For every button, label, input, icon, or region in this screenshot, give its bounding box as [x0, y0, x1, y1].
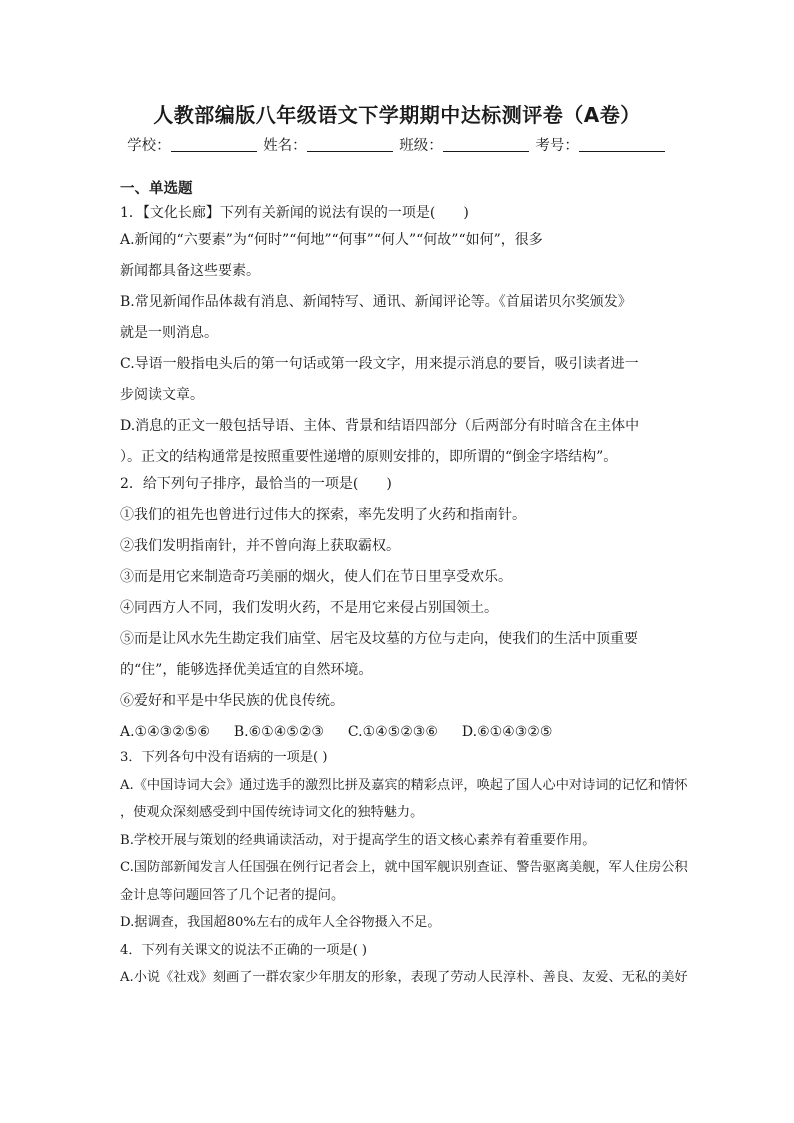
option-c-line2: 步阅读文章。 [120, 387, 204, 403]
class-blank[interactable] [443, 135, 529, 152]
class-label: 班级： [399, 138, 443, 154]
sentence-5-line2: 的“住”，能够选择优美适宜的自然环境。 [120, 662, 373, 678]
question-stem: 1．【文化长廊】下列有关新闻的说法有误的一项是( ) [120, 205, 469, 221]
sentence-2: ②我们发明指南针，并不曾向海上获取霸权。 [120, 538, 400, 554]
option-c-line2: 金计息等问题回答了几个记者的提问。 [120, 887, 345, 903]
option-d: D.⑥①④③②⑤ [461, 724, 553, 740]
name-label: 姓名： [263, 138, 307, 154]
exam-title: 人教部编版八年级语文下学期期中达标测评卷（A卷） [153, 103, 641, 127]
section-heading: 一、单选题 [120, 181, 193, 197]
option-a-line1: A.小说《社戏》刻画了一群农家少年朋友的形象，表现了劳动人民淳朴、善良、友爱、无私的美好 [120, 970, 688, 985]
option-a-line1: A.《中国诗词大会》通过选手的激烈比拼及嘉宾的精彩点评，唤起了国人心中对诗词的记忆和情怀 [120, 777, 688, 793]
sentence-6: ⑥爱好和平是中华民族的优良传统。 [120, 693, 344, 709]
option-b-line1: B.学校开展与策划的经典诵读活动，对于提高学生的语文核心素养有着重要作用。 [120, 832, 596, 848]
school-blank[interactable] [171, 135, 257, 152]
option-a: A.①④③②⑤⑥ [120, 724, 210, 740]
option-b-line2: 就是一则消息。 [120, 325, 218, 341]
option-b-line1: B.常见新闻作品体裁有消息、新闻特写、通讯、新闻评论等。《首届诺贝尔奖颁发》 [120, 294, 632, 310]
number-label: 考号： [535, 138, 579, 154]
school-label: 学校： [127, 138, 171, 154]
question-stem: 2．给下列句子排序，最恰当的一项是( ) [120, 476, 392, 492]
question-stem: 4．下列有关课文的说法不正确的一项是( ) [120, 942, 368, 958]
question-stem: 3．下列各句中没有语病的一项是( ) [120, 750, 328, 765]
option-d-line2: ）。正文的结构通常是按照重要性递增的原则安排的，即所谓的“倒金字塔结构”。 [120, 449, 618, 465]
question-1 [120, 202, 690, 468]
sentence-5-line1: ⑤而是让风水先生勘定我们庙堂、居宅及坟墓的方位与走向，使我们的生活中顶重要 [120, 631, 638, 647]
option-a-line2: ，使观众深刻感受到中国传统诗词文化的独特魅力。 [120, 805, 424, 820]
option-c-line1: C.导语一般指电头后的第一句话或第一段文字，用来提示消息的要旨，吸引读者进一 [120, 356, 639, 372]
sentence-3: ③而是用它来制造奇巧美丽的烟火，使人们在节日里享受欢乐。 [120, 569, 512, 585]
question-4 [120, 941, 690, 989]
sentence-4: ④同西方人不同，我们发明火药，不是用它来侵占别国领土。 [120, 600, 498, 616]
number-blank[interactable] [579, 135, 665, 152]
answer-options [120, 721, 690, 743]
option-d-line1: D.消息的正文一般包括导语、主体、背景和结语四部分（后两部分有时暗含在主体中 [120, 418, 640, 434]
option-a-line2: 新闻都具备这些要素。 [120, 263, 260, 279]
option-c-line1: C.国防部新闻发言人任国强在例行记者会上，就中国军舰识别查证、警告驱离美舰，军人住房公积 [120, 860, 688, 875]
sentence-1: ①我们的祖先也曾进行过伟大的探索，率先发明了火药和指南针。 [120, 507, 526, 523]
option-c: C.①④⑤②③⑥ [347, 724, 438, 740]
exam-content [120, 178, 690, 996]
option-d-line1: D.据调查，我国超80%左右的成年人全谷物摄入不足。 [120, 915, 441, 930]
question-2 [120, 473, 690, 743]
option-a-line1: A.新闻的“六要素”为“何时”“何地”“何事”“何人”“何故”“如何”，很多 [120, 232, 543, 248]
question-3 [120, 748, 690, 933]
option-b: B.⑥①④⑤②③ [233, 724, 324, 740]
name-blank[interactable] [307, 135, 393, 152]
student-info-row [0, 135, 794, 157]
